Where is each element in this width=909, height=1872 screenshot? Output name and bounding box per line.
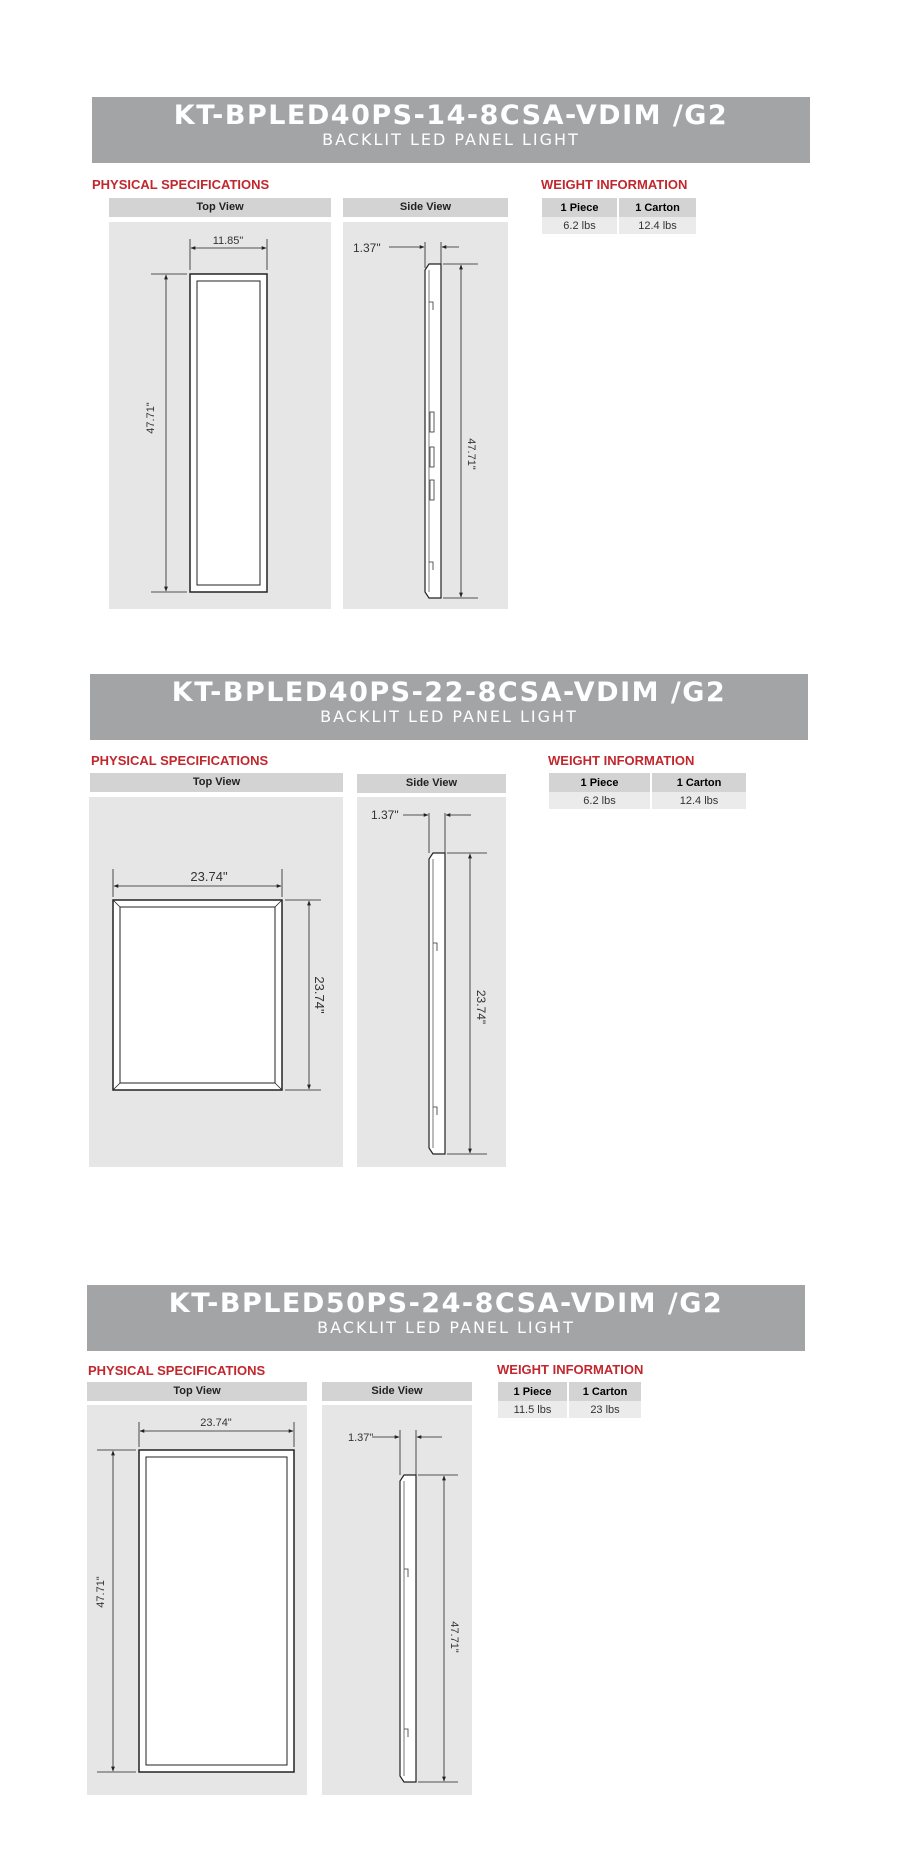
product-1-depth-dimension: 1.37" bbox=[353, 241, 381, 255]
product-2-physical-label: PHYSICAL SPECIFICATIONS bbox=[91, 753, 269, 768]
product-3-width-dimension: 23.74" bbox=[200, 1417, 232, 1429]
product-2-title: KT-BPLED40PS-22-8CSA-VDIM /G2 bbox=[171, 677, 727, 708]
product-2-width-dimension: 23.74" bbox=[190, 869, 228, 884]
product-3-weight-label: WEIGHT INFORMATION bbox=[497, 1362, 644, 1377]
product-1-weight-label: WEIGHT INFORMATION bbox=[541, 177, 688, 192]
product-3-side-view-header: Side View bbox=[322, 1382, 472, 1401]
product-2-weight-label: WEIGHT INFORMATION bbox=[548, 753, 695, 768]
product-2-side-view-drawing bbox=[357, 797, 506, 1167]
product-1-width-dimension: 11.85" bbox=[212, 235, 244, 247]
product-2-subtitle: BACKLIT LED PANEL LIGHT bbox=[320, 707, 578, 726]
product-1-top-view-drawing bbox=[109, 222, 331, 609]
product-2-weight-table bbox=[547, 773, 748, 809]
product-1-weight-table bbox=[540, 198, 698, 234]
weight-col-piece: 1 Piece bbox=[542, 198, 617, 217]
product-1-banner bbox=[92, 97, 810, 163]
product-1-length-dimension: 47.71" bbox=[145, 402, 157, 434]
weight-carton-value: 12.4 lbs bbox=[619, 217, 696, 234]
product-2-side-length-dimension: 23.74" bbox=[474, 989, 488, 1025]
product-1-side-view-header: Side View bbox=[343, 198, 508, 217]
product-2-depth-dimension: 1.37" bbox=[371, 808, 399, 822]
product-1-top-view-header: Top View bbox=[109, 198, 331, 217]
product-1-side-view-drawing bbox=[343, 222, 508, 609]
product-3-weight-table bbox=[496, 1382, 643, 1418]
product-3-side-view-drawing bbox=[322, 1405, 472, 1795]
product-3-subtitle: BACKLIT LED PANEL LIGHT bbox=[317, 1318, 575, 1337]
product-2-banner bbox=[90, 674, 808, 740]
weight-piece-value: 6.2 lbs bbox=[549, 792, 650, 809]
product-3-length-dimension: 47.71" bbox=[95, 1576, 107, 1608]
product-2-top-view-drawing bbox=[89, 797, 343, 1167]
weight-piece-value: 6.2 lbs bbox=[542, 217, 617, 234]
product-2-top-view-header: Top View bbox=[90, 773, 343, 792]
weight-piece-value: 11.5 lbs bbox=[498, 1401, 567, 1418]
product-3-top-view-drawing bbox=[87, 1405, 307, 1795]
product-2-length-dimension: 23.74" bbox=[312, 976, 327, 1014]
product-3-side-length-dimension: 47.71" bbox=[448, 1621, 460, 1653]
weight-carton-value: 23 lbs bbox=[569, 1401, 641, 1418]
product-1-physical-label: PHYSICAL SPECIFICATIONS bbox=[92, 177, 270, 192]
product-3-title: KT-BPLED50PS-24-8CSA-VDIM /G2 bbox=[168, 1288, 724, 1319]
product-3-top-view-header: Top View bbox=[87, 1382, 307, 1401]
product-1-title: KT-BPLED40PS-14-8CSA-VDIM /G2 bbox=[173, 100, 729, 131]
weight-col-carton: 1 Carton bbox=[569, 1382, 641, 1401]
product-3-depth-dimension: 1.37" bbox=[348, 1432, 374, 1444]
weight-col-carton: 1 Carton bbox=[652, 773, 746, 792]
weight-col-piece: 1 Piece bbox=[498, 1382, 567, 1401]
product-1-subtitle: BACKLIT LED PANEL LIGHT bbox=[322, 130, 580, 149]
product-3-banner bbox=[87, 1285, 805, 1351]
weight-carton-value: 12.4 lbs bbox=[652, 792, 746, 809]
weight-col-piece: 1 Piece bbox=[549, 773, 650, 792]
weight-col-carton: 1 Carton bbox=[619, 198, 696, 217]
product-3-physical-label: PHYSICAL SPECIFICATIONS bbox=[88, 1363, 266, 1378]
product-1-side-length-dimension: 47.71" bbox=[465, 438, 477, 470]
product-2-side-view-header: Side View bbox=[357, 774, 506, 793]
